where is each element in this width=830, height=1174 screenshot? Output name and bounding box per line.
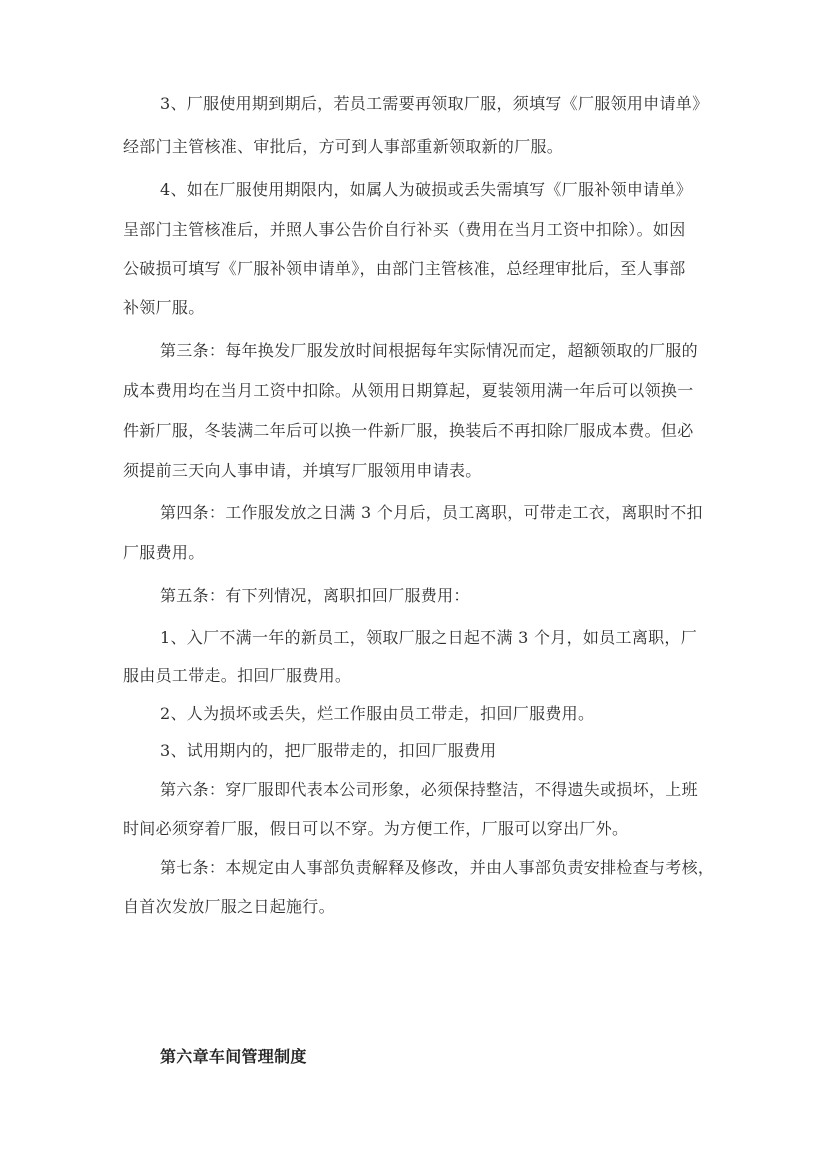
text-line: 1、入厂不满一年的新员工，领取厂服之日起不满 3 个月，如员工离职，厂 xyxy=(160,628,698,647)
text-line: 第四条：工作服发放之日满 3 个月后，员工离职，可带走工衣，离职时不扣 xyxy=(160,503,703,522)
text-line: 时间必须穿着厂服，假日可以不穿。为方便工作，厂服可以穿出厂外。 xyxy=(123,819,629,838)
text-line: 厂服费用。 xyxy=(123,543,205,562)
text-line: 经部门主管核准、审批后，方可到人事部重新领取新的厂服。 xyxy=(123,137,564,156)
text-line: 3、试用期内的，把厂服带走的，扣回厂服费用 xyxy=(160,741,497,760)
text-line: 须提前三天向人事申请，并填写厂服领用申请表。 xyxy=(123,461,482,480)
text-line: 3、厂服使用期到期后，若员工需要再领取厂服，须填写《厂服领用申请单》 xyxy=(160,94,709,113)
text-line: 4、如在厂服使用期限内，如属人为破损或丢失需填写《厂服补领申请单》 xyxy=(160,180,693,199)
text-line: 第六条：穿厂服即代表本公司形象，必须保持整洁，不得遗失或损坏，上班 xyxy=(160,780,698,799)
text-line: 成本费用均在当月工资中扣除。从领用日期算起，夏装领用满一年后可以领换一 xyxy=(123,381,694,400)
text-line: 自首次发放厂服之日起施行。 xyxy=(123,897,335,916)
text-line: 第七条：本规定由人事部负责解释及修改，并由人事部负责安排检查与考核， xyxy=(160,858,715,877)
text-line: 2、人为损坏或丢失，烂工作服由员工带走，扣回厂服费用。 xyxy=(160,704,595,723)
text-line: 呈部门主管核准后，并照人事公告价自行补买（费用在当月工资中扣除）。如因 xyxy=(123,220,686,239)
text-line: 第三条：每年换发厂服发放时间根据每年实际情况而定，超额领取的厂服的 xyxy=(160,341,698,360)
text-line: 补领厂服。 xyxy=(123,298,205,317)
text-line: 公破损可填写《厂服补领申请单》，由部门主管核准，总经理审批后，至人事部 xyxy=(123,259,686,278)
text-line: 第五条：有下列情况，离职扣回厂服费用： xyxy=(160,586,470,605)
text-line: 件新厂服，冬装满二年后可以换一件新厂服，换装后不再扣除厂服成本费。但必 xyxy=(123,421,694,440)
text-line: 服由员工带走。扣回厂服费用。 xyxy=(123,666,352,685)
chapter-heading: 第六章车间管理制度 xyxy=(160,1047,307,1066)
